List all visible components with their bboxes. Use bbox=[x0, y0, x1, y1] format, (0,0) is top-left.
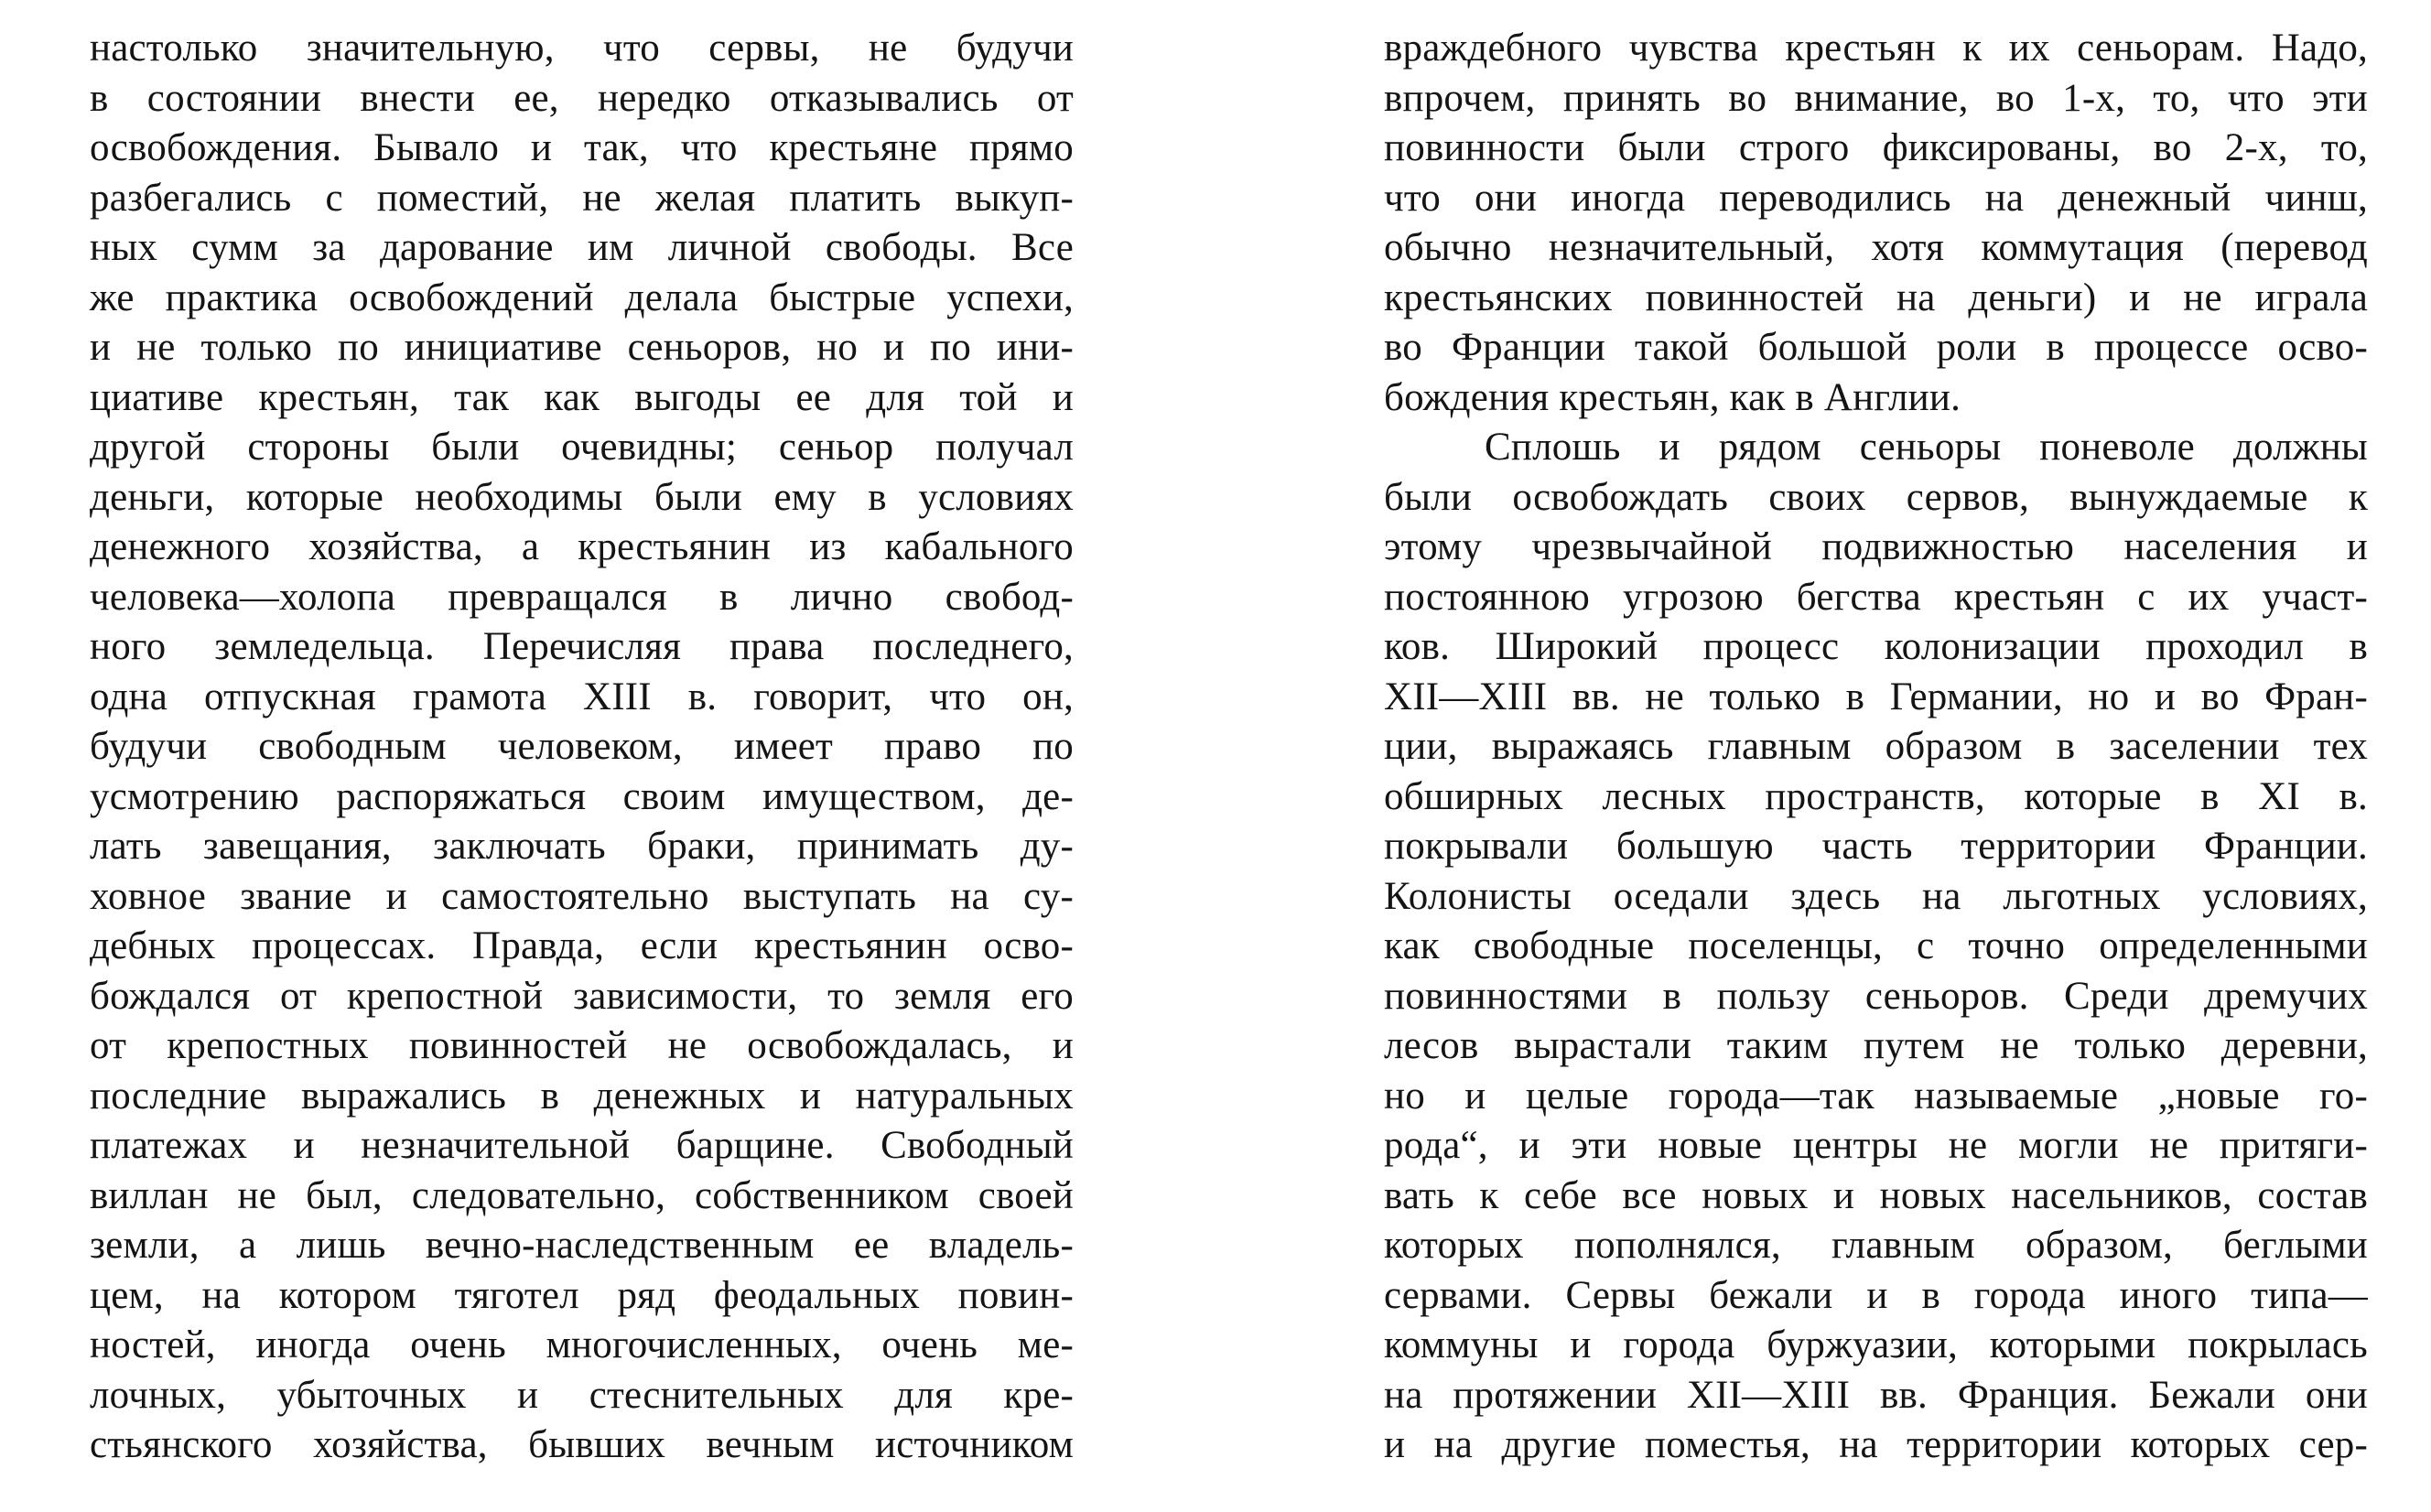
text-line: земли, а лишь вечно-наследственным ее владель- bbox=[90, 1224, 1074, 1267]
text-line: лать завещания, заключать браки, принимать ду- bbox=[90, 825, 1074, 868]
text-line: как свободные поселенцы, с точно определенными bbox=[1384, 924, 2368, 967]
text-line: но и целые города—так называемые „новые го- bbox=[1384, 1074, 2368, 1118]
text-line: были освобождать своих сервов, вынуждаемые к bbox=[1384, 475, 2368, 519]
text-line: и на другие поместья, на территории которых сер- bbox=[1384, 1423, 2368, 1466]
text-line: Колонисты оседали здесь на льготных условиях, bbox=[1384, 874, 2368, 918]
text-line: которых пополнялся, главным образом, беглыми bbox=[1384, 1224, 2368, 1267]
text-line: стьянского хозяйства, бывших вечным источником bbox=[90, 1423, 1074, 1466]
text-line: ков. Широкий процесс колонизации проходил в bbox=[1384, 625, 2368, 668]
text-line: одна отпускная грамота XIII в. говорит, что он, bbox=[90, 675, 1074, 718]
text-line: платежах и незначительной барщине. Свободный bbox=[90, 1124, 1074, 1167]
text-line: последние выражались в денежных и натуральных bbox=[90, 1074, 1074, 1118]
text-line: XII—XIII вв. не только в Германии, но и во Фран- bbox=[1384, 675, 2368, 718]
text-line: во Франции такой большой роли в процессе осво- bbox=[1384, 326, 2368, 369]
text-line: крестьянских повинностей на деньги) и не играла bbox=[1384, 275, 2368, 319]
text-line: усмотрению распоряжаться своим имуществом, де- bbox=[90, 774, 1074, 818]
text-line: деньги, которые необходимы были ему в условиях bbox=[90, 475, 1074, 519]
text-line: ции, выражаясь главным образом в заселении тех bbox=[1384, 725, 2368, 768]
text-line: дебных процессах. Правда, если крестьянин осво- bbox=[90, 924, 1074, 967]
text-line: что они иногда переводились на денежный чинш, bbox=[1384, 176, 2368, 220]
text-line: бождался от крепостной зависимости, то земля его bbox=[90, 974, 1074, 1018]
text-line: покрывали большую часть территории Франции. bbox=[1384, 825, 2368, 868]
text-line: цем, на котором тяготел ряд феодальных повин- bbox=[90, 1273, 1074, 1317]
text-line: лочных, убыточных и стеснительных для кре- bbox=[90, 1373, 1074, 1417]
text-line: циативе крестьян, так как выгоды ее для той и bbox=[90, 375, 1074, 419]
text-line: впрочем, принять во внимание, во 1-х, то, что эти bbox=[1384, 76, 2368, 120]
right-page-text bbox=[1384, 24, 2368, 1471]
text-line: человека—холопа превращался в лично свобод- bbox=[90, 575, 1074, 619]
text-line: на протяжении XII—XIII вв. Франция. Бежали они bbox=[1384, 1373, 2368, 1417]
text-line: обычно незначительный, хотя коммутация (перевод bbox=[1384, 226, 2368, 269]
text-line: лесов вырастали таким путем не только деревни, bbox=[1384, 1024, 2368, 1067]
text-line: ного земледельца. Перечисляя права последнего, bbox=[90, 625, 1074, 668]
text-line: же практика освобождений делала быстрые успехи, bbox=[90, 275, 1074, 319]
text-line: повинности были строго фиксированы, во 2-х, то, bbox=[1384, 126, 2368, 169]
text-line: настолько значительную, что сервы, не будучи bbox=[90, 27, 1074, 70]
text-line: будучи свободным человеком, имеет право по bbox=[90, 725, 1074, 768]
text-line: ных сумм за дарование им личной свободы. Все bbox=[90, 226, 1074, 269]
text-line: освобождения. Бывало и так, что крестьяне прямо bbox=[90, 126, 1074, 169]
paragraph-start-line: Сплошь и рядом сеньоры поневоле должны bbox=[1485, 426, 2368, 469]
text-line: повинностями в пользу сеньоров. Среди дремучих bbox=[1384, 974, 2368, 1018]
text-line: враждебного чувства крестьян к их сеньорам. Надо, bbox=[1384, 27, 2368, 70]
text-line: коммуны и города буржуазии, которыми покрылась bbox=[1384, 1323, 2368, 1366]
paragraph-end-line: бождения крестьян, как в Англии. bbox=[1384, 375, 1961, 419]
text-line: другой стороны были очевидны; сеньор получал bbox=[90, 426, 1074, 469]
text-line: ностей, иногда очень многочисленных, очень ме- bbox=[90, 1323, 1074, 1366]
text-line: от крепостных повинностей не освобождалась, и bbox=[90, 1024, 1074, 1067]
text-line: и не только по инициативе сеньоров, но и по ини- bbox=[90, 326, 1074, 369]
text-line: обширных лесных пространств, которые в XI в. bbox=[1384, 774, 2368, 818]
text-line: в состоянии внести ее, нередко отказывались от bbox=[90, 76, 1074, 120]
text-line: сервами. Сервы бежали и в города иного типа— bbox=[1384, 1273, 2368, 1317]
text-line: рода“, и эти новые центры не могли не притяги- bbox=[1384, 1124, 2368, 1167]
left-page-text bbox=[90, 24, 1074, 1471]
text-line: денежного хозяйства, а крестьянин из кабального bbox=[90, 525, 1074, 568]
text-line: ховное звание и самостоятельно выступать на су- bbox=[90, 874, 1074, 918]
text-line: этому чрезвычайной подвижностью населения и bbox=[1384, 525, 2368, 568]
text-line: вать к себе все новых и новых насельников, состав bbox=[1384, 1173, 2368, 1217]
text-line: разбегались с поместий, не желая платить выкуп- bbox=[90, 176, 1074, 220]
text-line: виллан не был, следовательно, собственником своей bbox=[90, 1173, 1074, 1217]
text-line: постоянною угрозою бегства крестьян с их участ- bbox=[1384, 575, 2368, 619]
